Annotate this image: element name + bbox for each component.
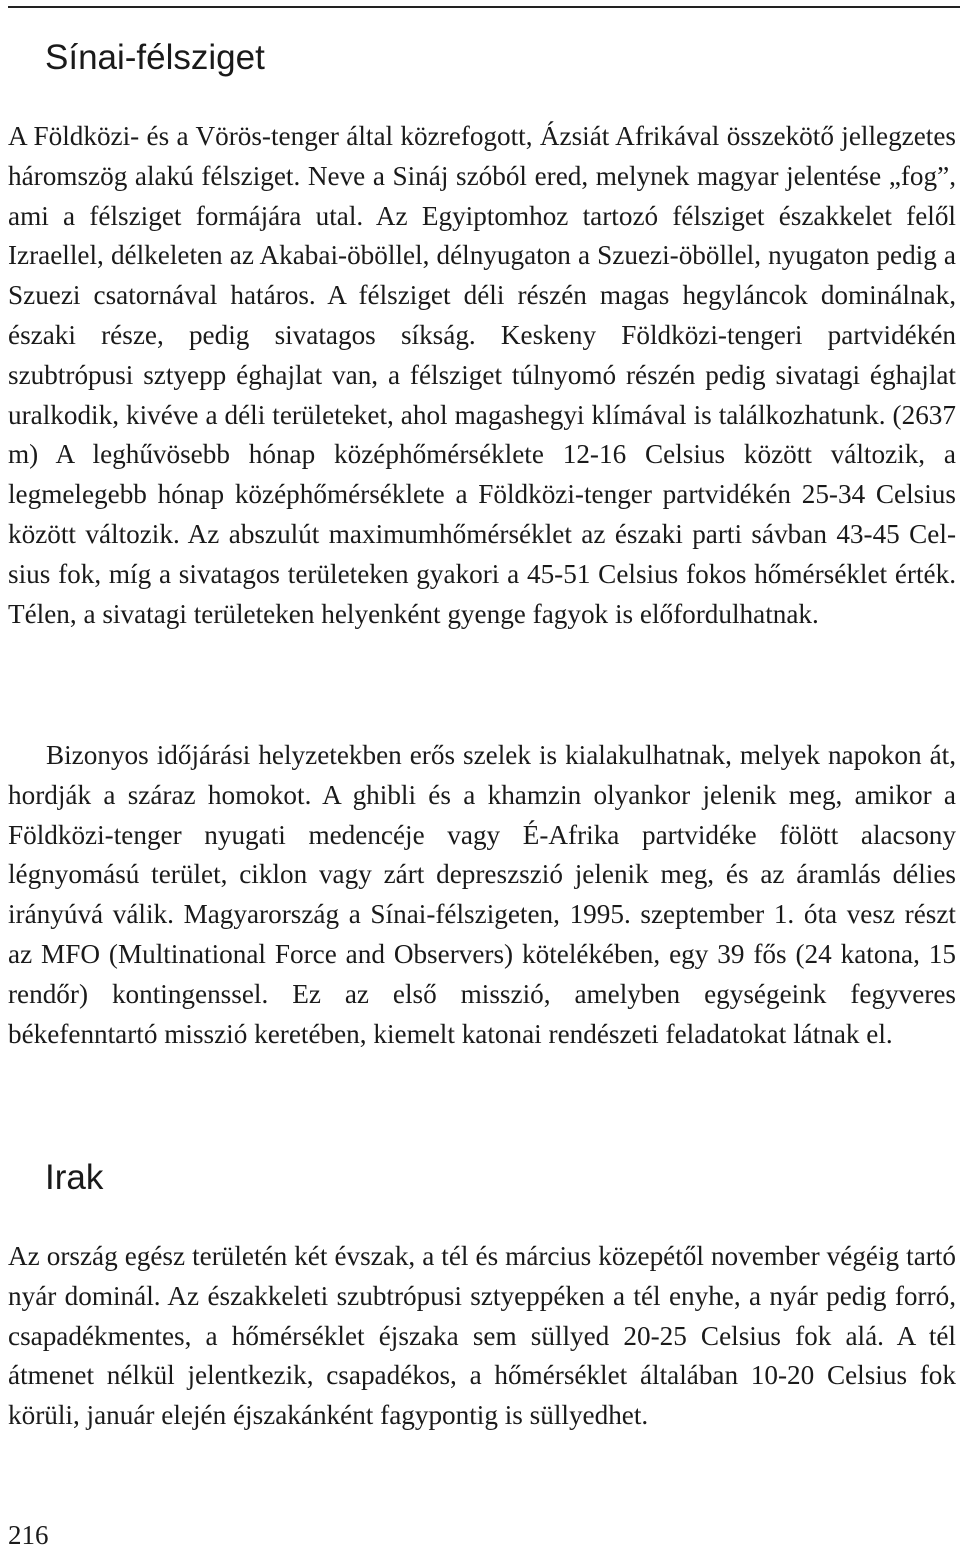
section-heading-sinai: Sínai-félsziget: [45, 38, 265, 77]
sinai-paragraph-1: A Földközi- és a Vörös-tenger által közrefogott, Ázsiát Afrikával összekötő jellegzetes háromszög alakú félsziget. Neve a Sináj szóból ered, melynek magyar jelentése „fog”, ami a félsziget formájára utal. Az Egyiptomhoz tartozó félsziget északkelet felől Izraellel, délkeleten az Akabai-öböllel, délnyugaton a Szuezi-öböllel, nyugaton pedig a Szuezi csatornával határos. A félsziget déli részén magas hegyláncok dominálnak, északi része, pedig sivatagos síkság. Keskeny Földközi-tengeri partvidékén szubtrópusi sztyepp éghajlat van, a félsziget túlnyomó részén pedig sivatagi éghajlat uralkodik, kivéve a déli területeket, ahol magashegyi klímával is találkozhatunk. (2637 m) A leghűvösebb hónap középhőmérséklete 12-16 Celsius között változik, a legmelegebb hónap középhőmérséklete a Földközi-tenger partvidékén 25-34 Celsius között változik. Az abszulút maximumhőmérséklet az északi parti sávban 43-45 Celsius fok, míg a sivatagos területeken gyakori a 45-51 Celsius fokos hőmérséklet érték. Télen, a sivatagi területeken helyenként gyenge fagyok is előfordulhatnak.: [8, 121, 956, 629]
sinai-paragraph-2: Bizonyos időjárási helyzetekben erős szelek is kialakulhatnak, melyek napokon át, hordják a száraz homokot. A ghibli és a khamzin olyankor jelenik meg, amikor a Földközi-tenger nyugati medencéje vagy É-Afrika partvidéke fölött alacsony légnyomású terület, ciklon vagy zárt depreszszió jelenik meg, és az áramlás délies irányúvá válik. Magyarország a Sínai-félszigeten, 1995. szeptember 1. óta vesz részt az MFO (Multinational Force and Observers) kötelékében, egy 39 fős (24 katona, 15 rendőr) kontingenssel. Ez az első misszió, amelyben egységeink fegyveres békefenntartó misszió keretében, kiemelt katonai rendészeti feladatokat látnak el.: [8, 740, 956, 1049]
page-number: 216: [8, 1520, 49, 1550]
header-rule: [8, 6, 960, 8]
section-heading-irak: Irak: [45, 1158, 104, 1197]
irak-paragraph-1: Az ország egész területén két évszak, a tél és március közepétől november végéig tartó nyár dominál. Az északkeleti szubtrópusi sztyeppéken a tél enyhe, a nyár pedig forró, csapadékmentes, a hőmérséklet éjszaka sem süllyed 20-25 Celsius fok alá. A tél átmenet nélkül jelentkezik, csapadékos, a hőmérséklet általában 10-20 Celsius fok körüli, január elején éjszakánként fagypontig is süllyedhet.: [8, 1241, 956, 1431]
